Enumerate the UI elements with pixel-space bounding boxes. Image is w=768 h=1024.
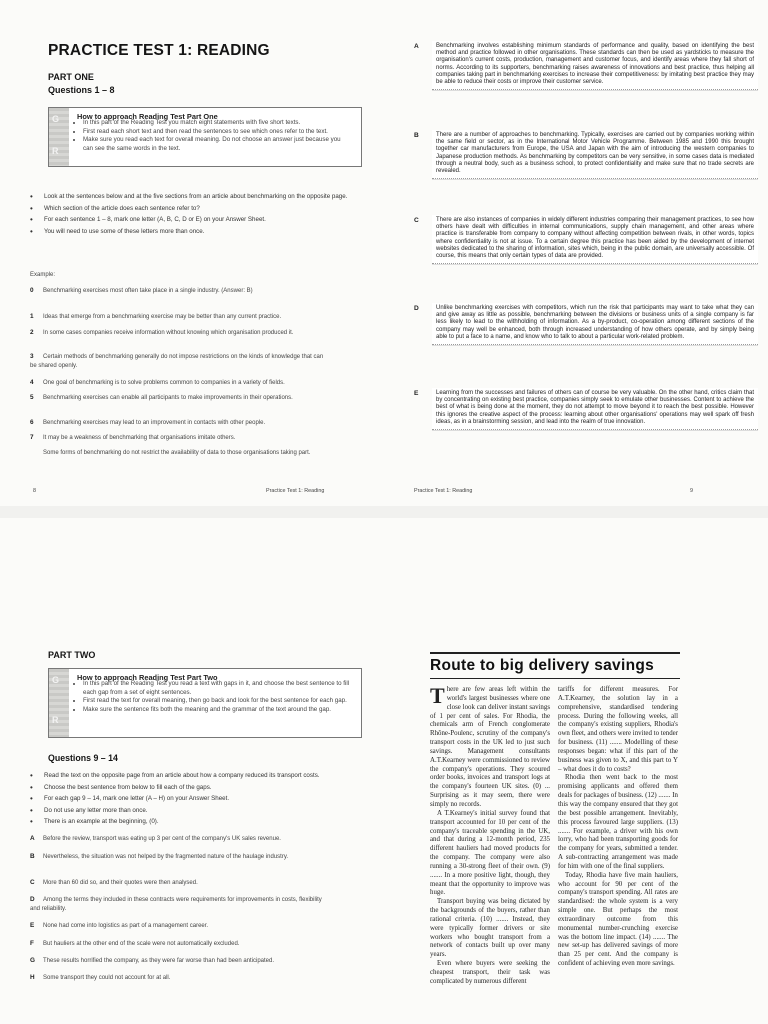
- item-number: 7: [30, 434, 34, 441]
- article-paragraph: Today, Rhodia have five main hauliers, who account for 90 per cent of the company's transport spending. All rates are standardised: the whole system is a very simple one. But perhaps the most extraordinary outcome from this monumental number-crunching exercise was the bottom line impact. (14) ....... The new set-up has delivered savings of more than 25 per cent. And the company is confident of achieving even more savings.: [558, 871, 678, 968]
- option-text: Before the review, transport was eating up 3 per cent of the company's UK sales revenue.: [43, 836, 281, 842]
- approach-box: [48, 668, 362, 738]
- approach-box-title: How to approach Reading Test Part One: [77, 112, 218, 121]
- section-letter: D: [414, 305, 419, 312]
- item-text: One goal of benchmarking is to solve problems common to companies in a variety of fields.: [43, 380, 285, 386]
- instructions-list: [30, 772, 360, 830]
- item-number: 1: [30, 313, 34, 320]
- article-top-rule: [430, 652, 680, 654]
- approach-box-title: How to approach Reading Test Part Two: [77, 673, 218, 682]
- item-number: 5: [30, 394, 34, 401]
- question-item: [30, 312, 330, 322]
- question-item: [30, 449, 330, 458]
- article-paragraph: [430, 683, 550, 810]
- item-text: Certain methods of benchmarking generally do not impose restrictions on the kinds of knowledge that can be shared openly.: [30, 354, 324, 369]
- box-tab-decoration: G R: [49, 108, 69, 166]
- option-letter: B: [30, 853, 35, 860]
- article-column-2: [558, 686, 678, 969]
- instruction: • Read the text on the opposite page from an article about how a company reduced its transport costs.: [30, 772, 360, 780]
- option-letter: D: [30, 896, 35, 903]
- article-paragraph: Even where buyers were seeking the cheapest transport, their task was complicated by numerous different: [430, 960, 550, 985]
- questions-heading: Questions 1 – 8: [48, 85, 115, 95]
- item-number: 4: [30, 379, 34, 386]
- item-text: Ideas that emerge from a benchmarking exercise may be better than any current practice.: [43, 314, 282, 320]
- question-item: [30, 352, 330, 371]
- item-number: 0: [30, 287, 34, 294]
- drop-cap: T: [430, 683, 445, 708]
- question-item: [30, 378, 330, 388]
- approach-bullet: • Make sure you read each text for overall meaning. Do not choose an answer just because you can see the same words in the text.: [83, 136, 351, 153]
- article-title-rule: [430, 678, 680, 679]
- article-paragraph: Transport buying was being dictated by the backgrounds of the buyers, rather than rational criteria. (10) ....... Instead, they were typically former drivers or site workers who bought transport from a network of contacts built up over many years.: [430, 898, 550, 959]
- option-item: [30, 895, 330, 914]
- article-column-1: [430, 683, 550, 987]
- section-letter: B: [414, 132, 419, 139]
- item-text: It may be a weakness of benchmarking that organisations imitate others.: [43, 435, 236, 441]
- page-title: PRACTICE TEST 1: READING: [48, 42, 270, 59]
- section-letter: E: [414, 390, 419, 397]
- option-item: [30, 973, 330, 983]
- instruction: • Which section of the article does each sentence refer to?: [30, 205, 360, 213]
- running-footer: Practice Test 1: Reading: [414, 488, 473, 494]
- example-label: Example:: [30, 272, 56, 278]
- approach-box-list: [75, 680, 351, 714]
- approach-bullet: • In this part of the Reading Test you read a text with gaps in it, and choose the best sentence to fill each gap from a set of eight sentences.: [83, 680, 351, 697]
- option-text: Among the terms they included in these contracts were requirements for improvements in costs, flexibility and reliability.: [30, 897, 322, 912]
- example-item: [30, 286, 330, 296]
- article-paragraph: tariffs for different measures. For A.T.Kearney, the solution lay in a comprehensive, standardised tendering process. During the following weeks, all the company's existing suppliers, Rhodia's own fleet, and others were invited to tender for business. (11) ....... Modelling of these responses began: what if this part of the business was given to X, and this part to Y – what does it do to costs?: [558, 686, 678, 773]
- approach-box: [48, 107, 362, 167]
- section-letter: C: [414, 217, 419, 224]
- article-section-a: Benchmarking involves establishing minimum standards of performance and quality, based on identifying the best method and practice followed in other organisations. These standards can then be used as yardsticks to measure the organisation's current costs, production, management and customer focus, and identify areas where they fall short of norms. According to its supporters, benchmarking raises awareness of innovations and best practice, thus helping all companies taking part in benchmarking exercises to increase their competitiveness: by imitating best practice they may be able to reduce their costs or improve their customer service.: [432, 41, 758, 90]
- option-letter: A: [30, 835, 35, 842]
- instruction: • You will need to use some of these letters more than once.: [30, 228, 360, 236]
- option-text: Some transport they could not account for at all.: [43, 975, 171, 981]
- item-text: Benchmarking exercises may lead to an improvement in contacts with other people.: [43, 420, 266, 426]
- option-letter: E: [30, 922, 35, 929]
- approach-bullet: • Make sure the sentence fits both the meaning and the grammar of the text around the gap.: [83, 706, 351, 715]
- article-section-e: Learning from the successes and failures of others can of course be very valuable. On the other hand, critics claim that by concentrating on existing best practice, companies simply seek to emulate other businesses. Content to achieve the best of what is being done at the moment, they do not attempt to move beyond it to reach the best possible. However this ignores the creative aspect of the process: learning about other organisations' operations may well spark off fresh ideas, as in a brainstorming session, and lead into the realm of true innovation.: [432, 388, 758, 430]
- part-heading: PART ONE: [48, 72, 94, 82]
- approach-bullet: • In this part of the Reading Test you match eight statements with five short texts.: [83, 119, 351, 128]
- option-letter: F: [30, 940, 34, 947]
- instruction: • For each gap 9 – 14, mark one letter (A – H) on your Answer Sheet.: [30, 795, 360, 803]
- page-number: 8: [33, 488, 36, 494]
- article-section-b: There are a number of approaches to benchmarking. Typically, exercises are carried out by companies working within the same field or sector, as in the International Motor Vehicle Programme. Between 1985 and 1990 this brought together car manufacturers from Europe, the USA and Japan with the aim of introducing the western companies to Japanese production methods. As benchmarking by competitors can be very sensitive, in some cases data is mediated through a neutral body, such as a business school, to protect confidentiality and make sure that no trade secrets are revealed.: [432, 130, 758, 179]
- section-letter: A: [414, 43, 419, 50]
- page-8: [0, 0, 384, 506]
- item-number: 6: [30, 419, 34, 426]
- instruction: • Look at the sentences below and at the five sections from an article about benchmarking on the opposite page.: [30, 193, 360, 201]
- item-text: Some forms of benchmarking do not restrict the availability of data to those organisations taking part.: [43, 450, 311, 456]
- instruction: • There is an example at the beginning, (0).: [30, 818, 360, 826]
- article-paragraph: Rhodia then went back to the most promising applicants and offered them deals for packages of business. (12) ....... In this way the company ensured that they got the best possible arrangement. Inevitably, this process favoured large suppliers. (13) ....... For example, a driver with his own lorry, who had been transporting goods for the company for years, submitted a tender. A sub-contracting arrangement was made for him with one of the final suppliers.: [558, 774, 678, 870]
- option-letter: C: [30, 879, 35, 886]
- instruction: • Do not use any letter more than once.: [30, 807, 360, 815]
- item-text: In some cases companies receive information without knowing which organisation produced it.: [43, 330, 294, 336]
- instruction: • Choose the best sentence from below to fill each of the gaps.: [30, 784, 360, 792]
- article-section-c: There are also instances of companies in widely different industries comparing their management practices, to see how others have dealt with difficulties in internal communications, supply chain management, and other areas where practice is transferable from company to company without affecting competition between rivals, in other words, topics where confidentiality is not at issue. To a certain degree this practice has been aided by the development of internet websites dedicated to the sharing of information, sites which, being in the public domain, are universally accessible. Of course, this means that only certain types of data are provided.: [432, 215, 758, 264]
- part-heading: PART TWO: [48, 650, 96, 660]
- option-text: More than 60 did so, and their quotes were then analysed.: [43, 880, 198, 886]
- question-item: [30, 418, 330, 428]
- option-item: [30, 939, 330, 949]
- option-text: But hauliers at the other end of the scale were not automatically excluded.: [43, 941, 240, 947]
- option-item: [30, 878, 330, 888]
- option-letter: G: [30, 957, 35, 964]
- item-text: Benchmarking exercises can enable all participants to make improvements in their operations.: [43, 395, 293, 401]
- question-item: [30, 328, 330, 338]
- option-text: These results horrified the company, as they were far worse than had been anticipated.: [43, 958, 275, 964]
- item-text: Benchmarking exercises most often take place in a single industry. (Answer: B): [43, 288, 253, 294]
- instructions-list: [30, 193, 360, 239]
- approach-box-list: [75, 119, 351, 153]
- page-10: [0, 518, 384, 1024]
- instruction: • For each sentence 1 – 8, mark one letter (A, B, C, D or E) on your Answer Sheet.: [30, 216, 360, 224]
- option-item: [30, 852, 330, 862]
- option-text: None had come into logistics as part of a management career.: [43, 923, 209, 929]
- approach-bullet: • First read the text for overall meaning, then go back and look for the best sentence for each gap.: [83, 697, 351, 706]
- article-title: Route to big delivery savings: [430, 657, 655, 674]
- item-number: 3: [30, 353, 34, 360]
- option-item: [30, 834, 330, 844]
- running-footer: Practice Test 1: Reading: [266, 488, 325, 494]
- option-item: [30, 921, 330, 931]
- option-text: Nevertheless, the situation was not helped by the fragmented nature of the haulage industry.: [43, 854, 289, 860]
- box-tab-decoration: G R: [49, 669, 69, 737]
- page-number: 9: [690, 488, 693, 494]
- option-item: [30, 956, 330, 966]
- option-letter: H: [30, 974, 35, 981]
- question-item: [30, 393, 330, 403]
- approach-bullet: • First read each short text and then read the sentences to see which ones refer to the text.: [83, 128, 351, 137]
- paragraph-text: here are few areas left within the world's largest businesses where one close look can deliver instant savings of 1 per cent of sales. For Rhodia, the chemicals arm of French conglomerate Rhône-Poulenc, scrutiny of the company's transport costs in the UK led to just such savings. Management consultants A.T.Kearney were commissioned to review the company's operations. They scoured order books, invoices and transport logs at the company's fourteen UK sites. (0) ... Surprising as it may seem, there were simply no records.: [430, 686, 550, 808]
- page-9: [384, 0, 768, 506]
- item-number: 2: [30, 329, 34, 336]
- article-section-d: Unlike benchmarking exercises with competitors, which run the risk that participants may want to take what they can and give away as little as possible, benchmarking between the divisions or business units of a single company is far less likely to lead to the withholding of information. As a by-product, co-operation among different sections of the company may well be enhanced, both through increased understanding of how others operate, and by simply being able to put a face to a name, and know who to talk to about a particular work-related problem.: [432, 303, 758, 345]
- article-paragraph: A T.Kearney's initial survey found that transport accounted for 10 per cent of the company's traceable spending in the UK, and that during a 12-month period, 235 different hauliers had moved products for the company. The company were also running a 30-strong fleet of their own. (9) ....... In a more positive light, though, they meant that the opportunity to improve was huge.: [430, 809, 550, 897]
- question-item: [30, 433, 330, 443]
- questions-heading: Questions 9 – 14: [48, 753, 118, 763]
